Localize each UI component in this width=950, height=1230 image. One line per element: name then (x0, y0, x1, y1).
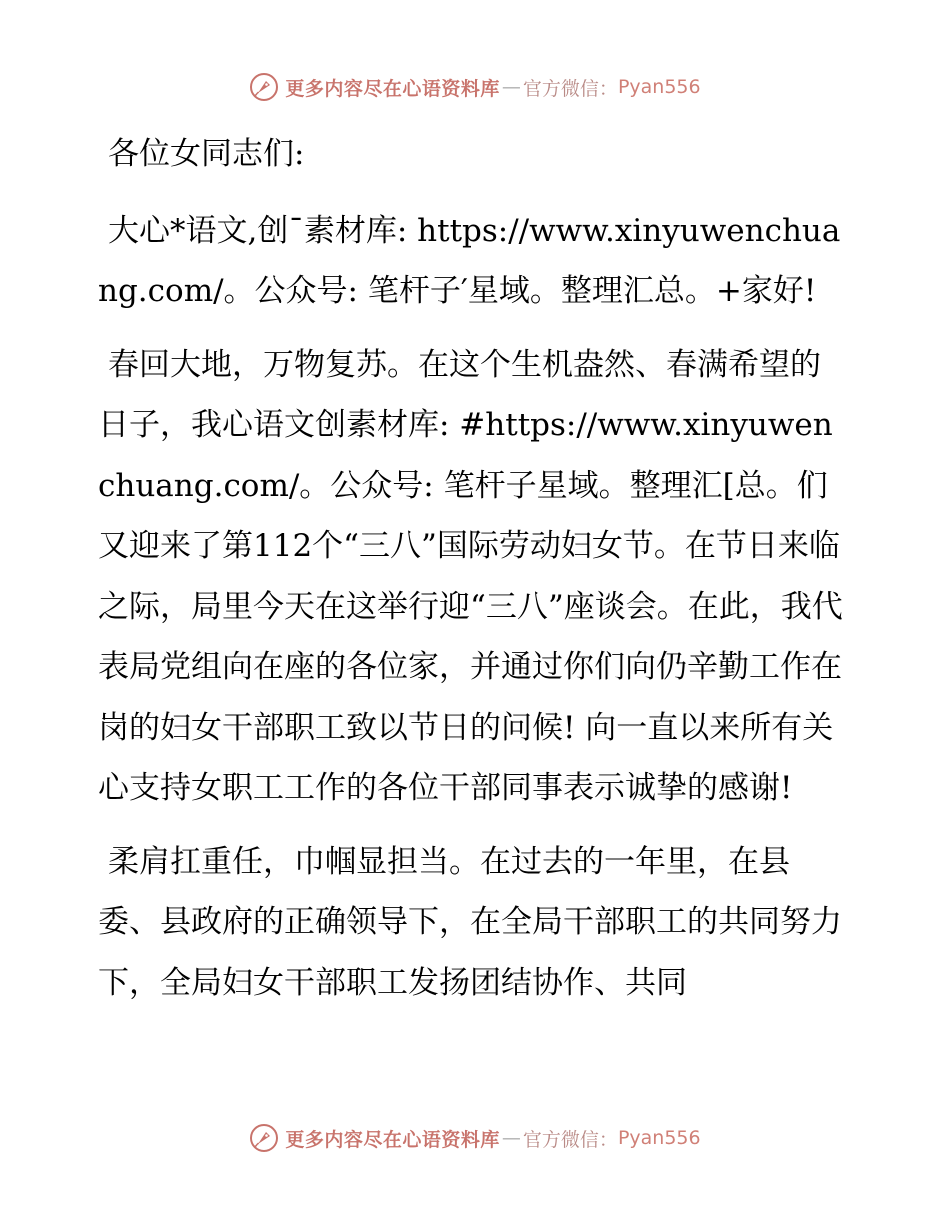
watermark-wechat-id: Pyan556 (617, 76, 701, 98)
pen-nib-logo-icon (249, 1123, 279, 1153)
watermark-dash: — (501, 76, 521, 98)
watermark-wechat-id: Pyan556 (617, 1127, 701, 1149)
pen-nib-logo-icon (249, 72, 279, 102)
header-watermark (0, 72, 950, 102)
document-body (98, 124, 850, 1026)
watermark-text: 更多内容尽在心语资料库 (285, 77, 500, 100)
footer-watermark (0, 1123, 950, 1153)
paragraph-2: 春回大地，万物复苏。在这个生机盎然、春满希望的日子，我心语文创素材库: #https://www.xinyuwenchuang.com/。公众号: 笔杆子星域。整理汇[总。们又迎来了第112个“三八”国际劳动妇女节。在节日来临之际，局里今天在这举行迎“三八”座谈会。在此，我代表局党组向在座的各位家，并通过你们向仍辛勤工作在岗的妇女干部职工致以节日的问候! 向一直以来所有关心支持女职工工作的各位干部同事表示诚挚的感谢! (98, 346, 843, 806)
greeting-line: 各位女同志们: (108, 136, 305, 172)
watermark-text: 更多内容尽在心语资料库 (285, 1128, 500, 1151)
watermark-dash: — (501, 1127, 521, 1149)
watermark-label: 官方微信： (522, 77, 618, 100)
watermark-label: 官方微信： (522, 1128, 618, 1151)
paragraph-3: 柔肩扛重任，巾帼显担当。在过去的一年里，在县委、县政府的正确领导下，在全局干部职工的共同努力下，全局妇女干部职工发扬团结协作、共同 (98, 843, 842, 1001)
paragraph-1: 大心*语文,创¯素材库: https://www.xinyuwenchuang.com/。公众号: 笔杆子′星域。整理汇总。+家好! (98, 212, 841, 309)
